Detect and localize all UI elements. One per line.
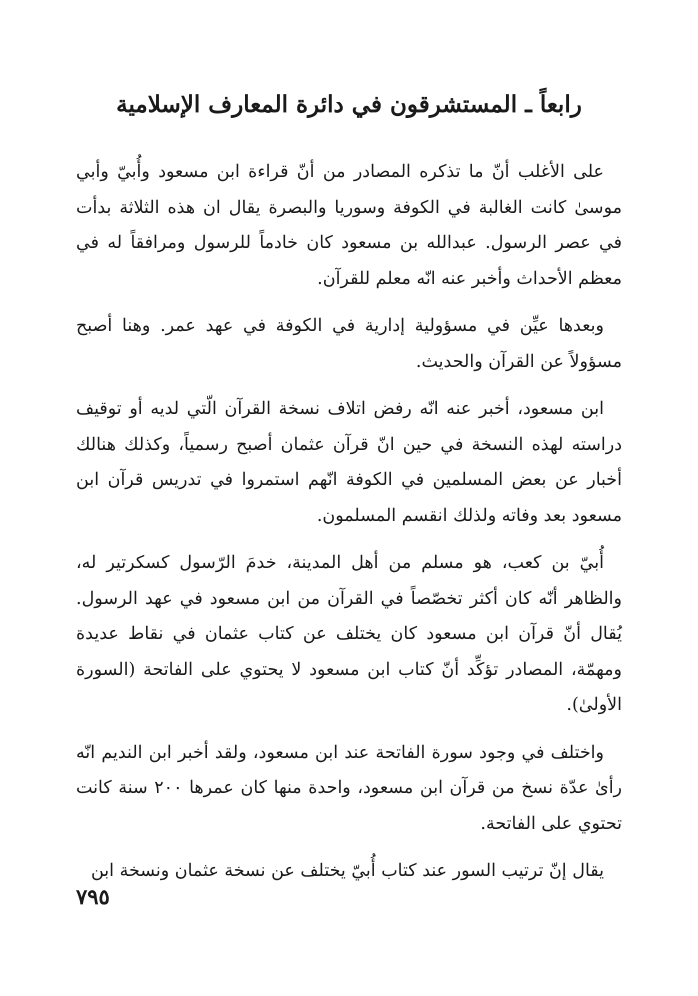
page-number: ٧٩٥ <box>76 884 110 909</box>
paragraph: ابن مسعود، أخبر عنه انّه رفض اتلاف نسخة القرآن الّتي لديه أو توقيف دراسته لهذه النسخة في حين انّ قرآن عثمان أصبح رسمياً، وكذلك هنالك أخبار عن بعض المسلمين في الكوفة انّهم استمروا في تدريس قرآن ابن مسعود بعد وفاته ولذلك انقسم المسلمون. <box>76 399 622 526</box>
body-text <box>76 155 622 902</box>
paragraph: على الأغلب أنّ ما تذكره المصادر من أنّ قراءة ابن مسعود وأُبيّ وأبي موسىٰ كانت الغالبة في الكوفة وسوريا والبصرة يقال ان هذه الثلاثة بدأت في عصر الرسول. عبدالله بن مسعود كان خادماً للرسول ومرافقاً له في معظم الأحداث وأخبر عنه انّه معلم للقرآن. <box>76 162 622 289</box>
paragraph: وبعدها عيِّن في مسؤولية إدارية في الكوفة في عهد عمر. وهنا أصبح مسؤولاً عن القرآن والحديث. <box>76 316 622 372</box>
page-title: رابعاً ـ المستشرقون في دائرة المعارف الإسلامية <box>116 91 582 118</box>
paragraph: يقال إنّ ترتيب السور عند كتاب أُبيّ يختلف عن نسخة عثمان ونسخة ابن <box>90 861 604 881</box>
paragraph: أُبيّ بن كعب، هو مسلم من أهل المدينة، خدمَ الرّسول كسكرتير له، والظاهر أنّه كان أكثر تخصّصاً في القرآن من ابن مسعود في عهد الرسول. يُقال أنّ قرآن ابن مسعود كان يختلف عن كتاب عثمان في نقاط عديدة ومهمّة، المصادر تؤكِّد أنّ كتاب ابن مسعود لا يحتوي على الفاتحة (السورة الأولىٰ). <box>76 553 622 715</box>
paragraph: واختلف في وجود سورة الفاتحة عند ابن مسعود، ولقد أخبر ابن النديم انّه رأىٰ عدّة نسخ من قرآن ابن مسعود، واحدة منها كان عمرها ٢٠٠ سنة كانت تحتوي على الفاتحة. <box>76 742 623 834</box>
